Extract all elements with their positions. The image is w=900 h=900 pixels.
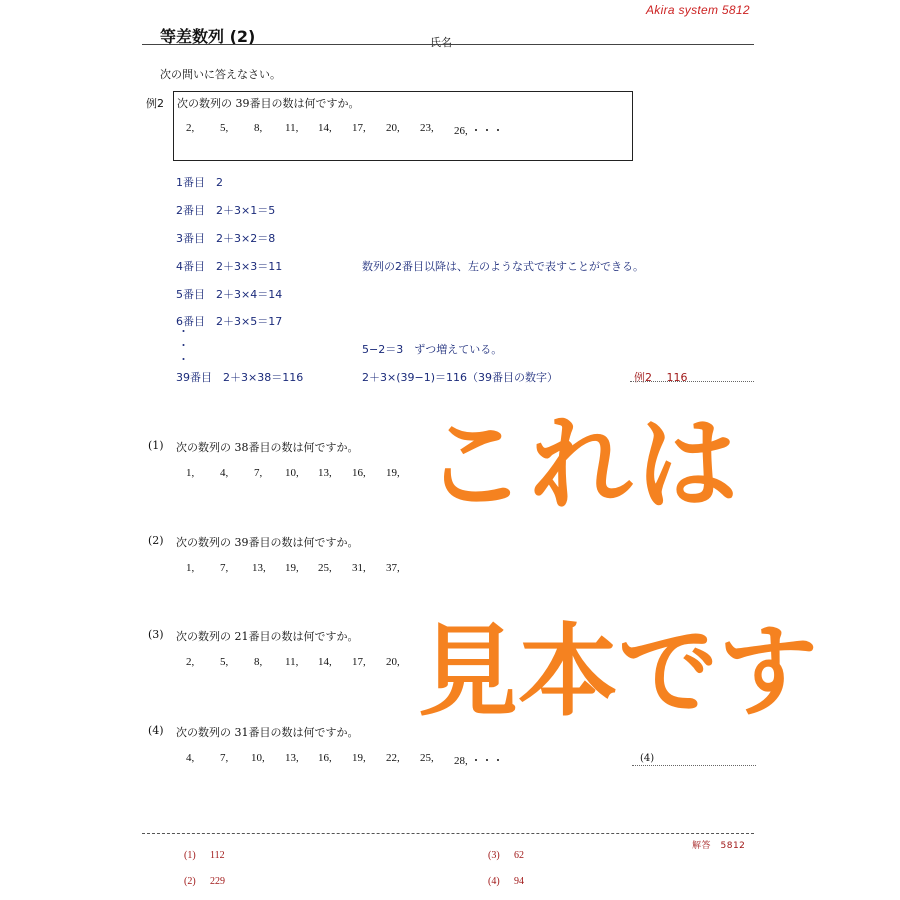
step-line: 2番目 2＋3×1＝5 [176,204,276,217]
sequence-term: 25, [420,752,434,764]
note-formula: 数列の2番目以降は、左のような式で表すことができる。 [362,260,644,273]
sequence-term: 14, [318,656,332,668]
example-label: 例2 [146,97,164,110]
sequence-term: 7, [220,752,229,764]
sequence-term: 31, [352,562,366,574]
sequence-term: 19, [386,467,400,479]
step-line: 5番目 2＋3×4＝14 [176,288,283,301]
sample-watermark-line-2: 見本です [418,613,818,730]
sequence-term: 1, [186,562,195,574]
question-label: (4) [148,724,164,737]
step-line: 6番目 2＋3×5＝17 [176,315,283,328]
sequence-term: 7, [254,467,263,479]
answer-line [632,765,756,766]
sequence-term: 10, [251,752,265,764]
sequence-term: 16, [318,752,332,764]
sequence-term: 2, [186,656,195,668]
header-rule [142,44,754,45]
page-title: 等差数列 (2) [160,27,256,46]
sequence-term: 19, [352,752,366,764]
answer-line [630,381,754,382]
note-increase: 5−2＝3 ずつ増えている。 [362,343,503,356]
question-label: (1) [148,439,164,452]
sequence-term: 26, ・・・ [454,125,504,137]
ellipsis-dot: ・ [178,325,189,338]
sequence-term: 5, [220,122,229,134]
sequence-term: 13, [252,562,266,574]
instruction-text: 次の問いに答えなさい。 [160,68,281,81]
step-line: 39番目 2＋3×38＝116 [176,371,304,384]
question-text: 次の数列の 31番目の数は何ですか。 [176,726,359,739]
sequence-term: 11, [285,122,299,134]
step-line: 4番目 2＋3×3＝11 [176,260,283,273]
answer-key-value: 112 [210,850,225,861]
sequence-term: 16, [352,467,366,479]
sequence-term: 37, [386,562,400,574]
sample-watermark-line-1: これは [424,406,742,525]
sequence-term: 11, [285,656,299,668]
sequence-term: 7, [220,562,229,574]
answer-key-label: (1) [184,850,196,861]
sequence-term: 22, [386,752,400,764]
example-answer: 例2 116 [634,371,688,384]
answer-key-value: 229 [210,876,225,887]
ellipsis-dot: ・ [178,339,189,352]
sequence-term: 1, [186,467,195,479]
sequence-term: 13, [318,467,332,479]
question-text: 次の数列の 21番目の数は何ですか。 [176,630,359,643]
sequence-term: 2, [186,122,195,134]
sequence-term: 19, [285,562,299,574]
sequence-term: 5, [220,656,229,668]
question-label: (3) [148,628,164,641]
answer-key-value: 62 [514,850,524,861]
sequence-term: 28, ・・・ [454,755,504,767]
answer-key-title: 解答 5812 [692,841,746,851]
sequence-term: 17, [352,656,366,668]
answer-key-value: 94 [514,876,524,887]
sequence-term: 4, [186,752,195,764]
ellipsis-dot: ・ [178,353,189,366]
sequence-term: 13, [285,752,299,764]
sequence-term: 20, [386,656,400,668]
example-question: 次の数列の 39番目の数は何ですか。 [177,97,360,110]
name-field-label: 氏名 [430,36,452,49]
sequence-term: 17, [352,122,366,134]
sequence-term: 8, [254,656,263,668]
sequence-term: 10, [285,467,299,479]
question-label: (2) [148,534,164,547]
q4-answer-label: (4) [640,753,655,764]
sequence-term: 4, [220,467,229,479]
question-text: 次の数列の 38番目の数は何ですか。 [176,441,359,454]
answer-key-label: (2) [184,876,196,887]
sequence-term: 8, [254,122,263,134]
brand-label: Akira system 5812 [646,3,750,17]
cut-line [142,833,754,834]
question-text: 次の数列の 39番目の数は何ですか。 [176,536,359,549]
step-line: 1番目 2 [176,176,223,189]
sequence-term: 25, [318,562,332,574]
note-general: 2＋3×(39−1)＝116（39番目の数字） [362,371,559,384]
answer-key-label: (4) [488,876,500,887]
sequence-term: 14, [318,122,332,134]
sequence-term: 20, [386,122,400,134]
sequence-term: 23, [420,122,434,134]
step-line: 3番目 2＋3×2＝8 [176,232,276,245]
answer-key-label: (3) [488,850,500,861]
